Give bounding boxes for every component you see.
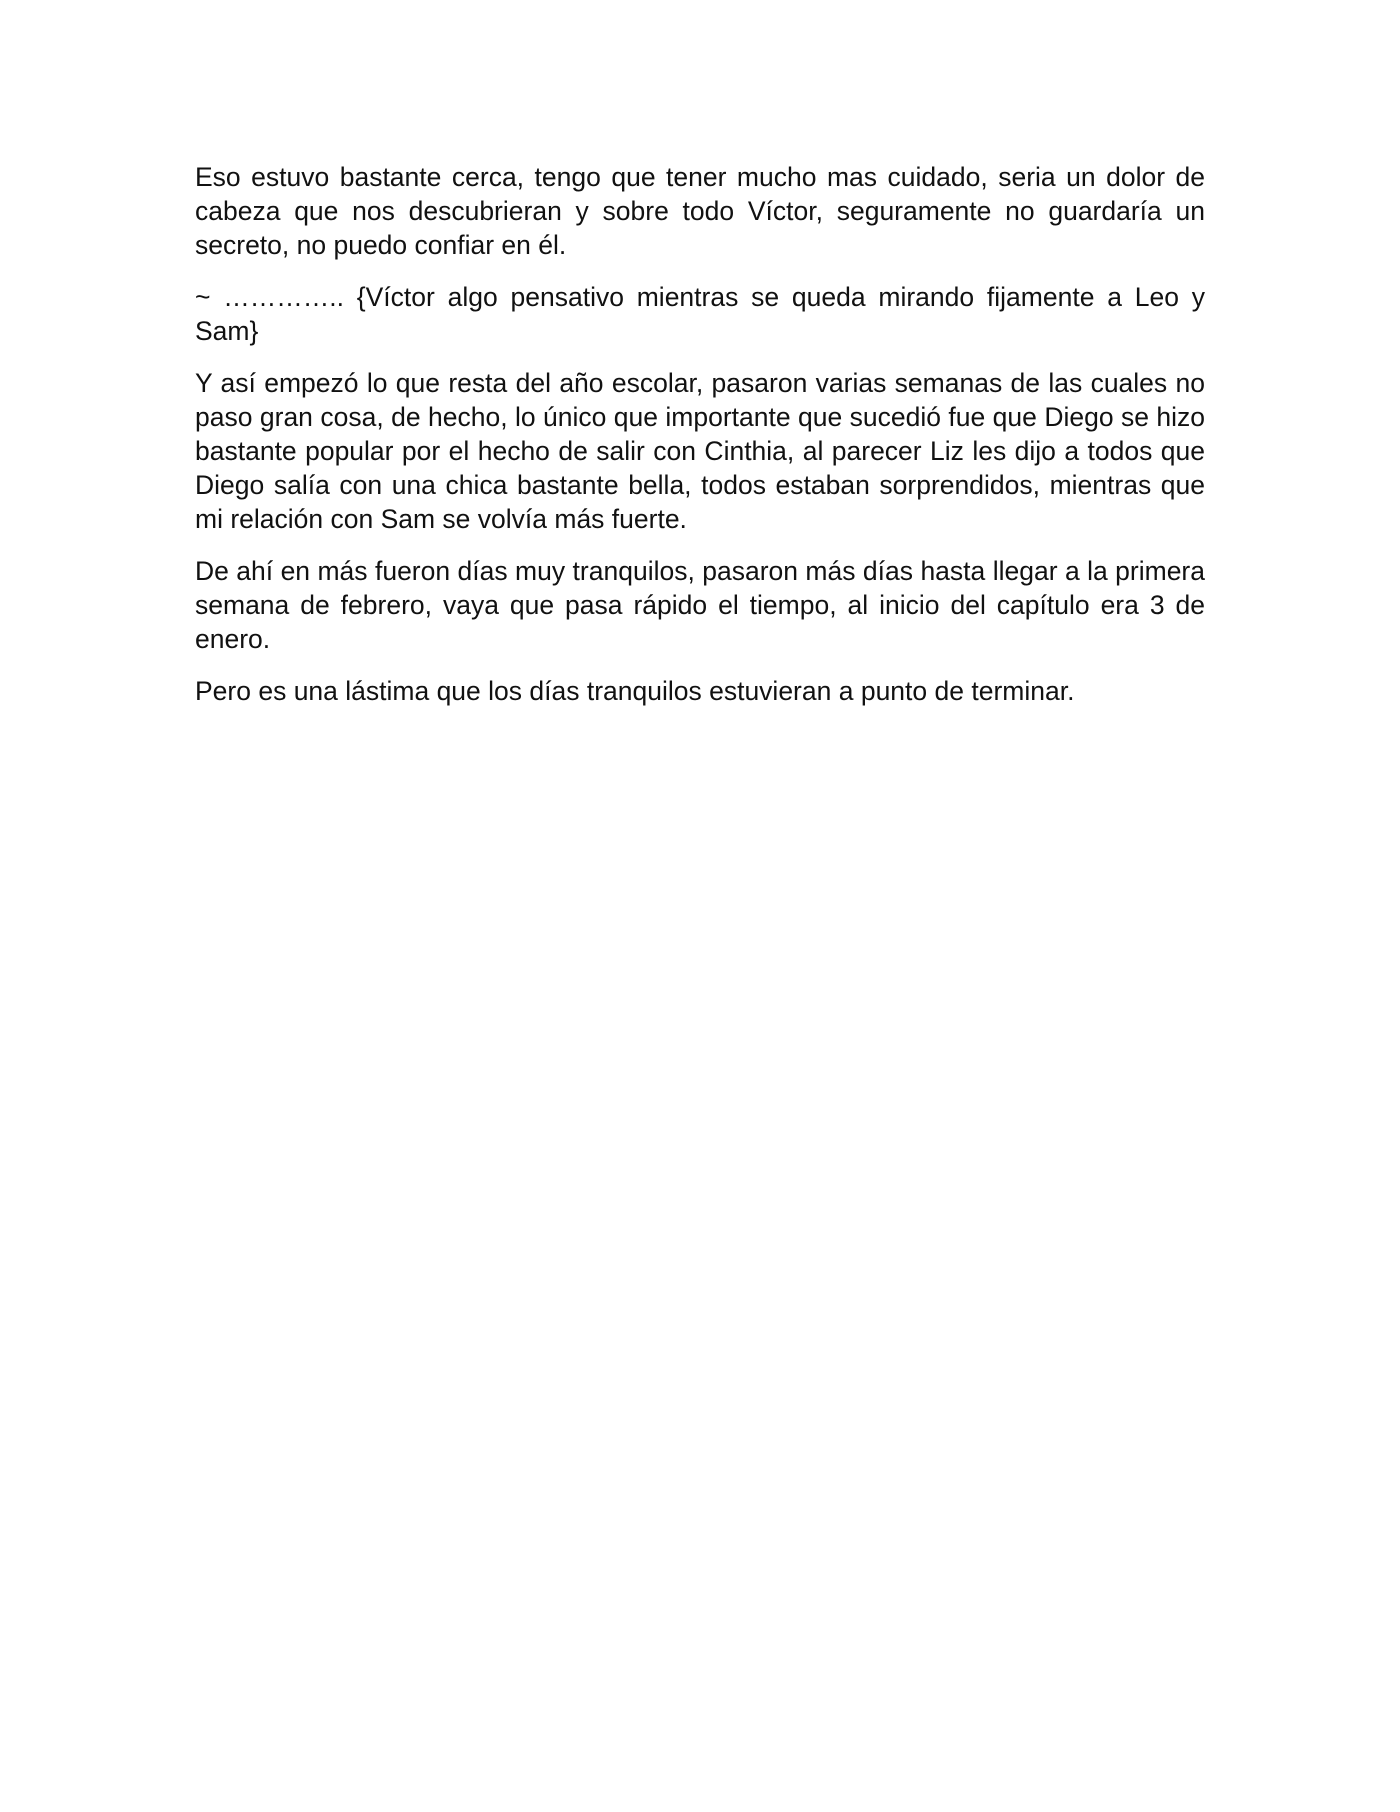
paragraph-1: Eso estuvo bastante cerca, tengo que tener mucho mas cuidado, seria un dolor de cabeza que nos descubrieran y sobre todo Víctor, seguramente no guardaría un secreto, no puedo confiar en él. bbox=[195, 162, 1205, 260]
paragraph-5: Pero es una lástima que los días tranquilos estuvieran a punto de terminar. bbox=[195, 676, 1075, 706]
paragraph-4: De ahí en más fueron días muy tranquilos, pasaron más días hasta llegar a la primera semana de febrero, vaya que pasa rápido el tiempo, al inicio del capítulo era 3 de enero. bbox=[195, 556, 1205, 654]
paragraph-3: Y así empezó lo que resta del año escolar, pasaron varias semanas de las cuales no paso gran cosa, de hecho, lo único que importante que sucedió fue que Diego se hizo bastante popular por el hecho de salir con Cinthia, al parecer Liz les dijo a todos que Diego salía con una chica bastante bella, todos estaban sorprendidos, mientras que mi relación con Sam se volvía más fuerte. bbox=[195, 368, 1205, 534]
document-body bbox=[195, 160, 1205, 726]
paragraph-2: ~ ………….. {Víctor algo pensativo mientras se queda mirando fijamente a Leo y Sam} bbox=[195, 282, 1205, 346]
